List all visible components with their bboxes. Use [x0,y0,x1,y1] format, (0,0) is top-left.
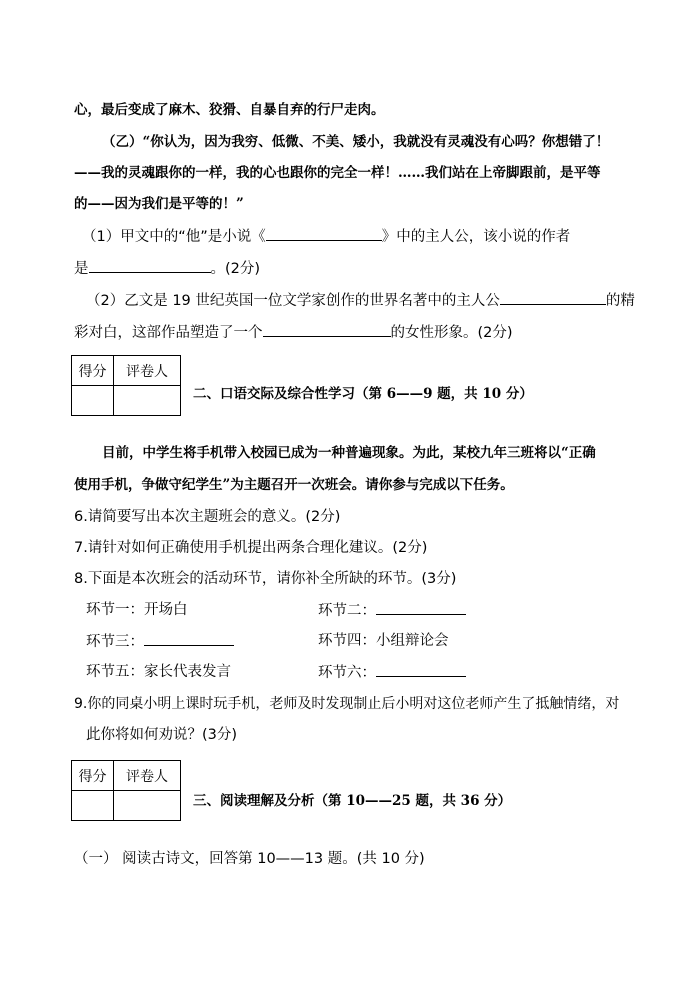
reviewer-cell[interactable] [114,791,181,821]
passage-line: 心，最后变成了麻木、狡猾、自暴自弃的行尸走肉。 [74,102,385,118]
question-7: 7.请针对如何正确使用手机提出两条合理化建议。(2分) [74,540,428,556]
score-cell[interactable] [72,791,114,821]
section-2-title: 二、口语交际及综合性学习（第 6——9 题，共 10 分） [193,386,533,402]
step-5: 环节五：家长代表发言 [86,664,231,680]
answer-blank[interactable] [376,600,466,615]
question-text: （1）甲文中的“他”是小说《 [82,229,266,245]
question-2-line2 [74,322,513,343]
question-2-line1 [86,290,635,311]
step-label: 环节三： [86,634,144,650]
score-cell[interactable] [72,386,114,416]
step-1: 环节一：开场白 [86,602,188,618]
answer-blank[interactable] [500,290,606,305]
score-label: 得分 [72,356,114,386]
question-text: 》中的主人公，该小说的作者 [381,229,571,245]
question-1-line1 [82,226,570,247]
question-text: 彩对白，这部作品塑造了一个 [74,325,263,341]
answer-blank[interactable] [89,258,211,273]
section-3-subheading: （一） 阅读古诗文，回答第 10——13 题。(共 10 分) [74,851,425,867]
step-6 [318,662,466,683]
score-table [71,760,181,821]
passage-line: 的——因为我们是平等的！” [74,196,244,212]
question-9-line1: 9.你的同桌小明上课时玩手机，老师及时发现制止后小明对这位老师产生了抵触情绪，对 [74,696,620,712]
question-9-line2: 此你将如何劝说？(3分) [86,727,238,743]
step-2 [318,600,466,621]
step-4: 环节四：小组辩论会 [318,633,449,649]
passage-line: （乙）“你认为，因为我穷、低微、不美、矮小，我就没有灵魂没有心吗？你想错了！ [102,134,610,150]
question-6: 6.请简要写出本次主题班会的意义。(2分) [74,509,341,525]
step-label: 环节二： [318,603,376,619]
passage-line: ——我的灵魂跟你的一样，我的心也跟你的完全一样！……我们站在上帝脚跟前，是平等 [74,165,601,181]
question-1-line2 [74,258,260,279]
section-2-intro: 使用手机，争做守纪学生”为主题召开一次班会。请你参与完成以下任务。 [74,477,514,493]
reviewer-label: 评卷人 [114,356,181,386]
score-table [71,355,181,416]
answer-blank[interactable] [263,322,391,337]
answer-blank[interactable] [376,662,466,677]
step-3 [86,631,234,652]
section-3-title: 三、阅读理解及分析（第 10——25 题，共 36 分） [193,793,512,809]
question-text: 的精 [605,293,635,309]
section-2-intro: 目前，中学生将手机带入校园已成为一种普遍现象。为此，某校九年三班将以“正确 [102,445,596,461]
question-8: 8.下面是本次班会的活动环节，请你补全所缺的环节。(3分) [74,571,457,587]
answer-blank[interactable] [266,226,382,241]
question-text: 。(2分) [210,261,261,277]
score-label: 得分 [72,761,114,791]
question-text: 是 [74,261,89,277]
question-text: 的女性形象。(2分) [390,325,513,341]
step-label: 环节六： [318,665,376,681]
reviewer-cell[interactable] [114,386,181,416]
question-text: （2）乙文是 19 世纪英国一位文学家创作的世界名著中的主人公 [86,293,500,309]
reviewer-label: 评卷人 [114,761,181,791]
answer-blank[interactable] [144,631,234,646]
